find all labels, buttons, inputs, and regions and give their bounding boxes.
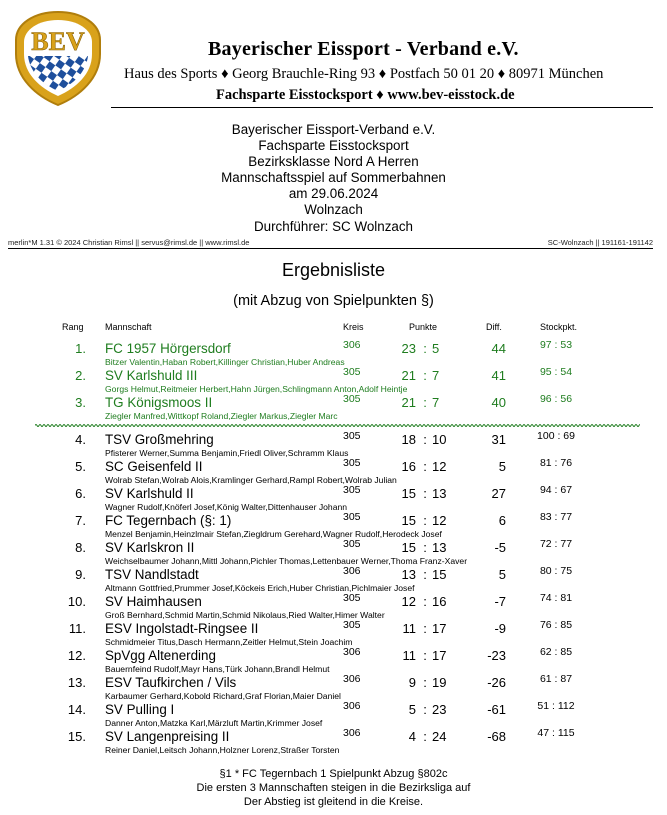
- rank-cell: 3.: [75, 395, 86, 410]
- points-lost: 16: [432, 594, 447, 609]
- stock-points-cell: 100 : 69: [537, 430, 575, 442]
- points-separator: :: [423, 729, 427, 744]
- rank-cell: 5.: [75, 459, 86, 474]
- page-title: Ergebnisliste: [281, 260, 386, 280]
- team-members: Wolrab Stefan,Wolrab Alois,Kramlinger Gerhard,Rampl Robert,Wolrab Julian: [105, 475, 397, 485]
- stock-points-cell: 51 : 112: [537, 700, 575, 712]
- points-separator: :: [423, 486, 427, 501]
- table-row: [0, 729, 667, 756]
- points-lost: 23: [432, 702, 447, 717]
- team-name: TSV Großmehring: [105, 432, 214, 447]
- kreis-cell: 305: [343, 538, 361, 550]
- difference-cell: -23: [487, 648, 506, 663]
- organization-website-line: Fachsparte Eisstocksport ♦ www.bev-eisstock.de: [216, 87, 515, 103]
- event-line: Bezirksklasse Nord A Herren: [248, 154, 419, 169]
- difference-cell: 27: [491, 486, 506, 501]
- team-name: SV Haimhausen: [105, 594, 202, 609]
- points-lost: 24: [432, 729, 447, 744]
- points-won: 12: [401, 594, 416, 609]
- team-members: Bauernfeind Rudolf,Mayr Hans,Türk Johann,Brandl Helmut: [105, 664, 330, 674]
- rank-cell: 4.: [75, 432, 86, 447]
- kreis-cell: 305: [343, 366, 361, 378]
- team-name: SV Karlshuld II: [105, 486, 194, 501]
- promotion-separator: [35, 423, 640, 428]
- table-row: [0, 395, 667, 422]
- rank-cell: 13.: [67, 675, 86, 690]
- points-separator: :: [423, 513, 427, 528]
- event-line: Fachsparte Eisstocksport: [258, 138, 409, 153]
- stock-points-cell: 94 : 67: [539, 484, 573, 496]
- organization-address: Haus des Sports ♦ Georg Brauchle-Ring 93 ♦ Postfach 50 01 20 ♦ 80971 München: [124, 66, 604, 82]
- team-name: TSV Nandlstadt: [105, 567, 199, 582]
- points-lost: 17: [432, 648, 447, 663]
- stock-points-cell: 61 : 87: [539, 673, 573, 685]
- points-lost: 19: [432, 675, 447, 690]
- letterhead-divider: [111, 107, 653, 108]
- team-name: FC 1957 Hörgersdorf: [105, 341, 231, 356]
- difference-cell: 6: [498, 513, 506, 528]
- kreis-cell: 305: [343, 619, 361, 631]
- points-separator: :: [423, 567, 427, 582]
- column-header-kreis: Kreis: [343, 322, 364, 332]
- difference-cell: 41: [491, 368, 506, 383]
- kreis-cell: 306: [343, 339, 361, 351]
- kreis-cell: 306: [343, 673, 361, 685]
- points-separator: :: [423, 675, 427, 690]
- rank-cell: 10.: [67, 594, 86, 609]
- points-separator: :: [423, 432, 427, 447]
- points-won: 11: [402, 621, 416, 636]
- points-won: 13: [401, 567, 416, 582]
- event-location: Wolnzach: [304, 202, 363, 217]
- team-members: Altmann Gottfried,Prummer Josef,Köckeis Erich,Huber Christian,Pichlmaier Josef: [105, 583, 415, 593]
- points-won: 16: [401, 459, 416, 474]
- points-lost: 13: [432, 486, 447, 501]
- team-members: Wagner Rudolf,Knöferl Josef,König Walter,Dittenhauser Johann: [105, 502, 348, 512]
- rank-cell: 11.: [68, 621, 86, 636]
- stock-points-cell: 97 : 53: [539, 339, 573, 351]
- kreis-cell: 306: [343, 727, 361, 739]
- footnote-deduction: §1 * FC Tegernbach 1 Spielpunkt Abzug §802c: [219, 768, 448, 780]
- difference-cell: 44: [491, 341, 506, 356]
- table-row: [0, 341, 667, 368]
- points-separator: :: [423, 540, 427, 555]
- points-lost: 12: [432, 459, 447, 474]
- points-separator: :: [423, 621, 427, 636]
- points-separator: :: [423, 702, 427, 717]
- document-reference: SC-Wolnzach || 191161-191142: [547, 238, 653, 247]
- team-members: Weichselbaumer Johann,Mittl Johann,Pichler Thomas,Lettenbauer Werner,Thoma Franz-Xaver: [105, 556, 468, 566]
- rank-cell: 14.: [67, 702, 86, 717]
- points-separator: :: [423, 648, 427, 663]
- rank-cell: 1.: [75, 341, 86, 356]
- team-members: Reiner Daniel,Leitsch Johann,Holzner Lorenz,Straßer Torsten: [105, 745, 340, 755]
- software-credit: merlin*M 1.31 © 2024 Christian Rimsl || servus@rimsl.de || www.rimsl.de: [8, 238, 250, 247]
- points-separator: :: [423, 594, 427, 609]
- column-header-stockpunkte: Stockpkt.: [540, 322, 578, 332]
- column-header-mannschaft: Mannschaft: [105, 322, 152, 332]
- team-name: SpVgg Altenerding: [105, 648, 216, 663]
- team-members: Menzel Benjamin,Heinzlmair Stefan,Ziegldrum Gerehard,Wagner Rudolf,Herodeck Josef: [105, 529, 442, 539]
- points-won: 23: [401, 341, 416, 356]
- stock-points-cell: 74 : 81: [539, 592, 573, 604]
- kreis-cell: 306: [343, 700, 361, 712]
- stock-points-cell: 47 : 115: [537, 727, 575, 739]
- team-members: Pfisterer Werner,Summa Benjamin,Friedl Oliver,Schramm Klaus: [105, 448, 349, 458]
- points-lost: 13: [432, 540, 447, 555]
- kreis-cell: 306: [343, 646, 361, 658]
- rank-cell: 8.: [75, 540, 86, 555]
- team-members: Ziegler Manfred,Wittkopf Roland,Ziegler Markus,Ziegler Marc: [105, 411, 338, 421]
- points-won: 15: [401, 513, 416, 528]
- difference-cell: 5: [498, 459, 506, 474]
- points-lost: 15: [432, 567, 447, 582]
- table-row: [0, 594, 667, 621]
- rank-cell: 15.: [67, 729, 86, 744]
- points-won: 15: [401, 540, 416, 555]
- table-row: [0, 459, 667, 486]
- rank-cell: 9.: [75, 567, 86, 582]
- difference-cell: 5: [498, 567, 506, 582]
- kreis-cell: 305: [343, 484, 361, 496]
- team-name: SV Pulling I: [105, 702, 175, 717]
- rank-cell: 7.: [75, 513, 86, 528]
- difference-cell: -9: [494, 621, 506, 636]
- team-name: SV Langenpreising II: [105, 729, 230, 744]
- team-members: Groß Bernhard,Schmid Martin,Schmid Nikolaus,Ried Walter,Himer Walter: [105, 610, 385, 620]
- table-row: [0, 702, 667, 729]
- difference-cell: -7: [494, 594, 506, 609]
- stock-points-cell: 81 : 76: [539, 457, 573, 469]
- stock-points-cell: 62 : 85: [539, 646, 573, 658]
- difference-cell: -68: [487, 729, 506, 744]
- stock-points-cell: 95 : 54: [539, 366, 573, 378]
- kreis-cell: 305: [343, 430, 361, 442]
- column-header-rang: Rang: [62, 322, 84, 332]
- points-won: 15: [401, 486, 416, 501]
- table-row: [0, 432, 667, 459]
- team-name: SC Geisenfeld II: [105, 459, 203, 474]
- table-row: [0, 368, 667, 395]
- rank-cell: 12.: [67, 648, 86, 663]
- table-row: [0, 621, 667, 648]
- difference-cell: -61: [487, 702, 506, 717]
- footnote-relegation: Der Abstieg ist gleitend in die Kreise.: [243, 796, 424, 808]
- kreis-cell: 305: [343, 592, 361, 604]
- points-lost: 7: [432, 368, 440, 383]
- event-organizer: Durchführer: SC Wolnzach: [253, 219, 413, 234]
- event-line: Bayerischer Eissport-Verband e.V.: [231, 122, 436, 137]
- points-won: 4: [408, 729, 416, 744]
- kreis-cell: 305: [343, 457, 361, 469]
- points-separator: :: [423, 341, 427, 356]
- difference-cell: 31: [491, 432, 506, 447]
- page-subtitle: (mit Abzug von Spielpunkten §): [233, 293, 434, 309]
- points-won: 11: [402, 648, 416, 663]
- stock-points-cell: 72 : 77: [539, 538, 573, 550]
- points-lost: 5: [432, 341, 440, 356]
- table-row: [0, 648, 667, 675]
- points-won: 5: [408, 702, 416, 717]
- table-row: [0, 675, 667, 702]
- points-separator: :: [423, 395, 427, 410]
- column-header-punkte: Punkte: [409, 322, 438, 332]
- team-members: Bitzer Valentin,Haban Robert,Killinger Christian,Huber Andreas: [105, 357, 345, 367]
- table-row: [0, 540, 667, 567]
- table-row: [0, 513, 667, 540]
- bev-logo: [10, 8, 106, 108]
- team-name: ESV Taufkirchen / Vils: [105, 675, 237, 690]
- kreis-cell: 306: [343, 565, 361, 577]
- team-name: SV Karlshuld III: [105, 368, 198, 383]
- stock-points-cell: 80 : 75: [539, 565, 573, 577]
- points-lost: 12: [432, 513, 447, 528]
- team-members: Danner Anton,Matzka Karl,Märzluft Martin,Krimmer Josef: [105, 718, 323, 728]
- stock-points-cell: 96 : 56: [539, 393, 573, 405]
- team-name: FC Tegernbach (§: 1): [105, 513, 232, 528]
- points-won: 18: [401, 432, 416, 447]
- logo-lettering: BEV: [31, 27, 85, 56]
- rank-cell: 6.: [75, 486, 86, 501]
- team-name: TG Königsmoos II: [105, 395, 213, 410]
- team-members: Karbaumer Gerhard,Kobold Richard,Graf Florian,Maier Daniel: [105, 691, 341, 701]
- table-row: [0, 567, 667, 594]
- table-row: [0, 486, 667, 513]
- points-lost: 7: [432, 395, 440, 410]
- points-won: 21: [401, 368, 416, 383]
- team-members: Gorgs Helmut,Reitmeier Herbert,Hahn Jürgen,Schlingmann Anton,Adolf Heintje: [105, 384, 408, 394]
- difference-cell: 40: [491, 395, 506, 410]
- meta-divider: [8, 248, 653, 249]
- event-line: Mannschaftsspiel auf Sommerbahnen: [221, 170, 446, 185]
- stock-points-cell: 76 : 85: [539, 619, 573, 631]
- team-members: Schmidmeier Titus,Dasch Hermann,Zeitler Helmut,Stein Joachim: [105, 637, 353, 647]
- kreis-cell: 305: [343, 511, 361, 523]
- points-separator: :: [423, 459, 427, 474]
- column-header-diff: Diff.: [486, 322, 502, 332]
- difference-cell: -26: [487, 675, 506, 690]
- footnote-promotion: Die ersten 3 Mannschaften steigen in die Bezirksliga auf: [196, 782, 471, 794]
- difference-cell: -5: [494, 540, 506, 555]
- stock-points-cell: 83 : 77: [539, 511, 573, 523]
- organization-name: Bayerischer Eissport - Verband e.V.: [208, 38, 519, 60]
- points-won: 9: [408, 675, 416, 690]
- event-date: am 29.06.2024: [288, 186, 379, 201]
- team-name: SV Karlskron II: [105, 540, 195, 555]
- team-name: ESV Ingolstadt-Ringsee II: [105, 621, 259, 636]
- points-lost: 17: [432, 621, 447, 636]
- points-separator: :: [423, 368, 427, 383]
- rank-cell: 2.: [75, 368, 86, 383]
- kreis-cell: 305: [343, 393, 361, 405]
- points-lost: 10: [432, 432, 447, 447]
- points-won: 21: [401, 395, 416, 410]
